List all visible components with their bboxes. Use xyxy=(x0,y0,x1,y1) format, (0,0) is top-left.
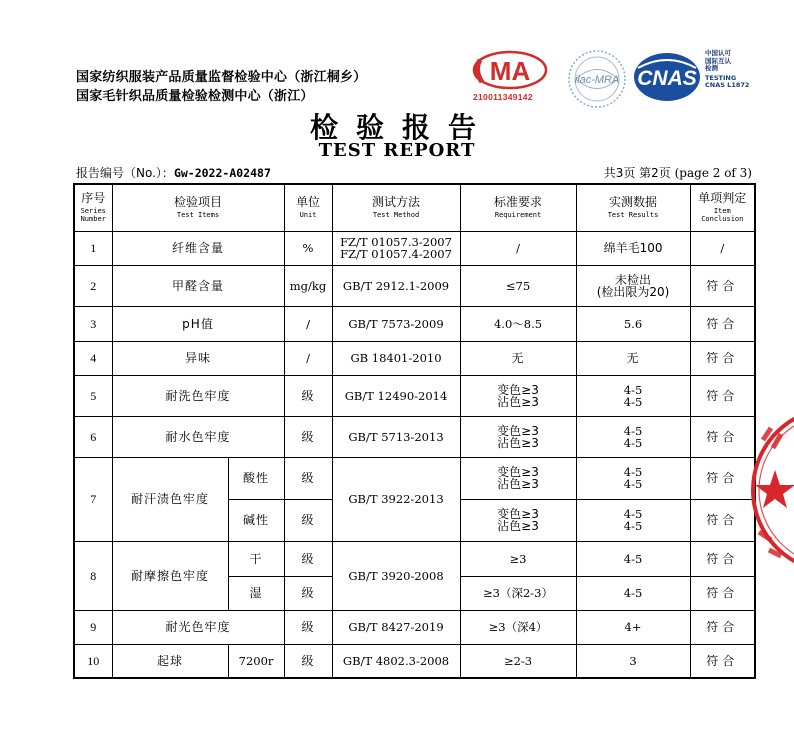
page-info-en: (page 2 of 3) xyxy=(674,166,752,180)
cell-method: GB/T 3920-2008 xyxy=(332,541,460,610)
header-concl-en2: Conclusion xyxy=(701,215,744,224)
header-method xyxy=(332,184,460,231)
svg-text:ilac-MRA: ilac-MRA xyxy=(574,74,620,86)
header-no-en2: Number xyxy=(80,215,106,224)
svg-text:MA: MA xyxy=(489,56,531,86)
cell-conclusion: 符合 xyxy=(690,416,755,457)
req-line: 变色≥3 xyxy=(497,507,539,521)
req-line: 沾色≥3 xyxy=(497,394,539,409)
header-unit xyxy=(284,184,332,231)
table-row xyxy=(74,341,755,375)
cell-no: 2 xyxy=(74,265,112,306)
cell-unit: / xyxy=(284,341,332,375)
cell-item: 甲醛含量 xyxy=(112,265,284,306)
cell-result: 5.6 xyxy=(576,306,690,341)
cell-unit: 级 xyxy=(284,416,332,457)
cnas-side-text xyxy=(705,50,749,90)
cell-unit: 级 xyxy=(284,457,332,499)
cell-item: 耐汗渍色牢度 xyxy=(112,457,228,541)
cell-requirement: 4.0～8.5 xyxy=(460,306,576,341)
page-info xyxy=(604,164,752,181)
cell-method xyxy=(332,231,460,265)
cell-requirement: ≥3（深4） xyxy=(460,610,576,644)
cell-requirement: 无 xyxy=(460,341,576,375)
table-row xyxy=(74,265,755,306)
header-unit-cn: 单位 xyxy=(296,195,321,210)
header-item xyxy=(112,184,284,231)
report-table xyxy=(73,183,756,679)
cell-method: GB/T 5713-2013 xyxy=(332,416,460,457)
cell-requirement: ≤75 xyxy=(460,265,576,306)
table-row xyxy=(74,375,755,416)
req-line: 变色≥3 xyxy=(497,465,539,479)
header-no-cn: 序号 xyxy=(81,191,106,206)
cell-item: 耐水色牢度 xyxy=(112,416,284,457)
header-unit-en: Unit xyxy=(299,211,317,220)
cell-result: 4-5 xyxy=(576,576,690,610)
result-line: 未检出 xyxy=(615,272,652,287)
cell-unit: 级 xyxy=(284,541,332,576)
report-number-label: 报告编号（No.）： xyxy=(76,166,174,180)
cell-item: 异味 xyxy=(112,341,284,375)
header-no xyxy=(74,184,112,231)
org-name-line1: 国家纺织服装产品质量监督检验中心（浙江桐乡） xyxy=(76,70,367,85)
cell-conclusion: 符合 xyxy=(690,499,755,541)
cell-requirement xyxy=(460,416,576,457)
cell-conclusion: 符合 xyxy=(690,457,755,499)
cell-no: 3 xyxy=(74,306,112,341)
cell-subitem: 湿 xyxy=(228,576,284,610)
cell-requirement xyxy=(460,457,576,499)
cell-method: GB/T 3922-2013 xyxy=(332,457,460,541)
org-name-line2: 国家毛针织品质量检验检测中心（浙江） xyxy=(76,89,314,104)
cnas-side-line: 中国认可 xyxy=(705,49,731,57)
header-requirement xyxy=(460,184,576,231)
cell-conclusion: 符合 xyxy=(690,306,755,341)
cell-item: pH值 xyxy=(112,306,284,341)
cell-subitem: 干 xyxy=(228,541,284,576)
title-en: TEST REPORT xyxy=(318,140,476,161)
header-req-en: Requirement xyxy=(494,211,542,220)
cell-no: 6 xyxy=(74,416,112,457)
ilac-mra-logo-icon xyxy=(566,48,628,110)
result-line: 4-5 xyxy=(623,435,643,450)
table-row xyxy=(74,644,755,678)
table-row xyxy=(74,416,755,457)
cell-unit: % xyxy=(284,231,332,265)
result-line: 4-5 xyxy=(623,465,643,479)
req-line: 沾色≥3 xyxy=(497,435,539,450)
header-no-en1: Series xyxy=(80,207,106,216)
header-method-cn: 测试方法 xyxy=(372,195,421,210)
cell-unit: 级 xyxy=(284,499,332,541)
cell-method: GB/T 12490-2014 xyxy=(332,375,460,416)
cell-no: 4 xyxy=(74,341,112,375)
cell-conclusion: / xyxy=(690,231,755,265)
cell-unit: 级 xyxy=(284,576,332,610)
cnas-side-line: CNAS L1872 xyxy=(705,81,750,90)
method-line: FZ/T 01057.4-2007 xyxy=(340,247,452,261)
cell-requirement: / xyxy=(460,231,576,265)
table-row xyxy=(74,541,755,576)
cell-subitem: 7200r xyxy=(228,644,284,678)
official-seal-icon xyxy=(745,400,794,580)
method-line: FZ/T 01057.3-2007 xyxy=(340,235,452,249)
cell-result: 绵羊毛100 xyxy=(576,231,690,265)
header-method-en: Test Method xyxy=(372,211,420,220)
header-concl-en1: Item xyxy=(713,207,731,216)
cell-conclusion: 符合 xyxy=(690,541,755,576)
cell-result: 4+ xyxy=(576,610,690,644)
result-line: 4-5 xyxy=(623,507,643,521)
cnas-logo-icon xyxy=(632,50,702,104)
cell-method: GB/T 2912.1-2009 xyxy=(332,265,460,306)
cell-conclusion: 符合 xyxy=(690,644,755,678)
cell-conclusion: 符合 xyxy=(690,265,755,306)
cell-result xyxy=(576,499,690,541)
header-conclusion xyxy=(690,184,755,231)
svg-text:CNAS: CNAS xyxy=(637,67,697,90)
cell-requirement xyxy=(460,375,576,416)
cell-unit: 级 xyxy=(284,375,332,416)
table-header-row xyxy=(74,184,755,231)
req-line: 变色≥3 xyxy=(497,423,539,438)
cell-unit: 级 xyxy=(284,644,332,678)
cell-item: 纤维含量 xyxy=(112,231,284,265)
cnas-side-line: TESTING xyxy=(705,73,737,82)
cell-subitem: 酸性 xyxy=(228,457,284,499)
cell-no: 1 xyxy=(74,231,112,265)
header-results xyxy=(576,184,690,231)
cell-result xyxy=(576,457,690,499)
req-line: 沾色≥3 xyxy=(497,477,539,491)
report-number xyxy=(76,164,271,181)
cell-method: GB 18401-2010 xyxy=(332,341,460,375)
result-line: 4-5 xyxy=(623,382,643,397)
cell-method: GB/T 8427-2019 xyxy=(332,610,460,644)
header-item-en: Test Items xyxy=(176,211,220,220)
cell-conclusion: 符合 xyxy=(690,576,755,610)
table-row xyxy=(74,457,755,499)
cell-result: 3 xyxy=(576,644,690,678)
cell-no: 7 xyxy=(74,457,112,541)
result-line: (检出限为20) xyxy=(596,284,670,299)
cell-result: 无 xyxy=(576,341,690,375)
header-result-cn: 实测数据 xyxy=(609,195,658,210)
cell-no: 9 xyxy=(74,610,112,644)
cell-unit: 级 xyxy=(284,610,332,644)
result-line: 4-5 xyxy=(623,477,643,491)
header-concl-cn: 单项判定 xyxy=(698,191,747,206)
cell-unit: / xyxy=(284,306,332,341)
cell-conclusion: 符合 xyxy=(690,375,755,416)
table-row xyxy=(74,306,755,341)
result-line: 4-5 xyxy=(623,394,643,409)
cell-item: 耐光色牢度 xyxy=(112,610,284,644)
cell-subitem: 碱性 xyxy=(228,499,284,541)
cell-no: 5 xyxy=(74,375,112,416)
cell-method: GB/T 7573-2009 xyxy=(332,306,460,341)
report-number-value: Gw-2022-A02487 xyxy=(173,166,271,180)
cell-requirement xyxy=(460,499,576,541)
cnas-side-line: 国际互认 xyxy=(705,56,731,65)
cell-no: 8 xyxy=(74,541,112,610)
cell-requirement: ≥3 xyxy=(460,541,576,576)
cell-result xyxy=(576,375,690,416)
cell-conclusion: 符合 xyxy=(690,610,755,644)
cell-no: 10 xyxy=(74,644,112,678)
cell-result: 4-5 xyxy=(576,541,690,576)
table-row xyxy=(74,610,755,644)
cell-result xyxy=(576,265,690,306)
cell-item: 耐洗色牢度 xyxy=(112,375,284,416)
result-line: 4-5 xyxy=(623,519,643,533)
cell-requirement: ≥2-3 xyxy=(460,644,576,678)
cell-item: 耐摩擦色牢度 xyxy=(112,541,228,610)
cell-conclusion: 符合 xyxy=(690,341,755,375)
table-row xyxy=(74,231,755,265)
header-item-cn: 检验项目 xyxy=(174,195,223,210)
cma-code: 210011349142 xyxy=(473,92,533,102)
req-line: 变色≥3 xyxy=(497,382,539,397)
result-line: 4-5 xyxy=(623,423,643,438)
cell-result xyxy=(576,416,690,457)
header-result-en: Test Results xyxy=(607,211,659,220)
cell-unit: mg/kg xyxy=(284,265,332,306)
req-line: 沾色≥3 xyxy=(497,519,539,533)
cell-item: 起球 xyxy=(112,644,228,678)
header-req-cn: 标准要求 xyxy=(494,195,543,210)
page-info-cn: 共3页 第2页 xyxy=(603,166,671,180)
title-cn: 检验报告 xyxy=(309,111,494,144)
cell-method: GB/T 4802.3-2008 xyxy=(332,644,460,678)
cell-requirement: ≥3（深2-3） xyxy=(460,576,576,610)
cnas-side-line: 检测 xyxy=(705,64,718,73)
